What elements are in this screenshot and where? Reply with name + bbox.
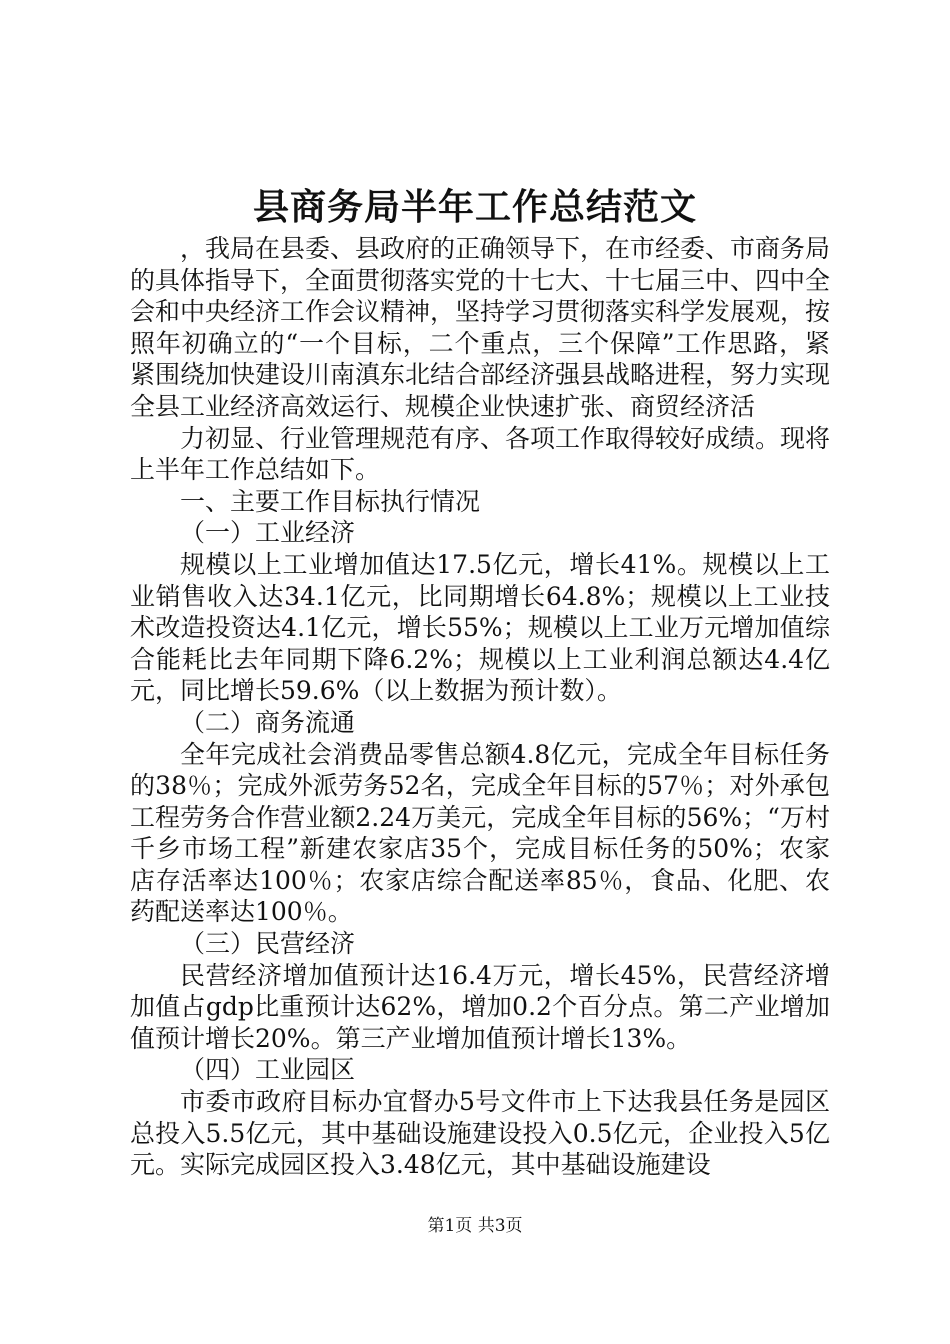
section-heading-1: 一、主要工作目标执行情况 [180,486,481,516]
paragraph-intro-continued: 力初显、行业管理规范有序、各项工作取得较好成绩。现将上半年工作总结如下。 [130,423,831,485]
paragraph-industry: 规模以上工业增加值达17.5亿元，增长41%。规模以上工业销售收入达34.1亿元，比同期增长64.8%；规模以上工业技术改造投资达4.1亿元，增长55%；规模以上工业万元增加值综合能耗比去年同期下降6.2%；规模以上工业利润总额达4.4亿元，同比增长59.6%（以上数据为预计数）。 [130,549,830,706]
paragraph-intro: ，我局在县委、县政府的正确领导下，在市经委、市商务局的具体指导下，全面贯彻落实党的十七大、十七届三中、四中全会和中央经济工作会议精神，坚持学习贯彻落实科学发展观，按照年初确立的“一个目标，二个重点，三个保障”工作思路，紧紧围绕加快建设川南滇东北结合部经济强县战略进程，努力实现全县工业经济高效运行、规模企业快速扩张、商贸经济活 [130,234,831,421]
paragraph-private-economy: 民营经济增加值预计达16.4万元，增长45%，民营经济增加值占gdp比重预计达62%，增加0.2个百分点。第二产业增加值预计增长20%。第三产业增加值预计增长13%。 [130,960,830,1053]
document-body [130,233,830,1181]
subsection-heading-private-economy: （三）民营经济 [180,929,356,959]
subsection-heading-commerce: （二）商务流通 [180,707,356,737]
page-number: 第1页 共3页 [427,1216,523,1236]
paragraph-commerce: 全年完成社会消费品零售总额4.8亿元，完成全年目标任务的38％；完成外派劳务52名，完成全年目标的57％；对外承包工程劳务合作营业额2.24万美元，完成全年目标的56%；“万村千乡市场工程”新建农家店35个，完成目标任务的50%；农家店存活率达100％；农家店综合配送率85％，食品、化肥、农药配送率达100％。 [130,739,830,927]
subsection-heading-industrial-park: （四）工业园区 [180,1055,356,1085]
document-title: 县商务局半年工作总结范文 [252,186,697,228]
subsection-heading-industry: （一）工业经济 [180,518,356,548]
paragraph-industrial-park: 市委市政府目标办宜督办5号文件市上下达我县任务是园区总投入5.5亿元，其中基础设施建设投入0.5亿元，企业投入5亿元。实际完成园区投入3.48亿元，其中基础设施建设 [130,1087,830,1180]
